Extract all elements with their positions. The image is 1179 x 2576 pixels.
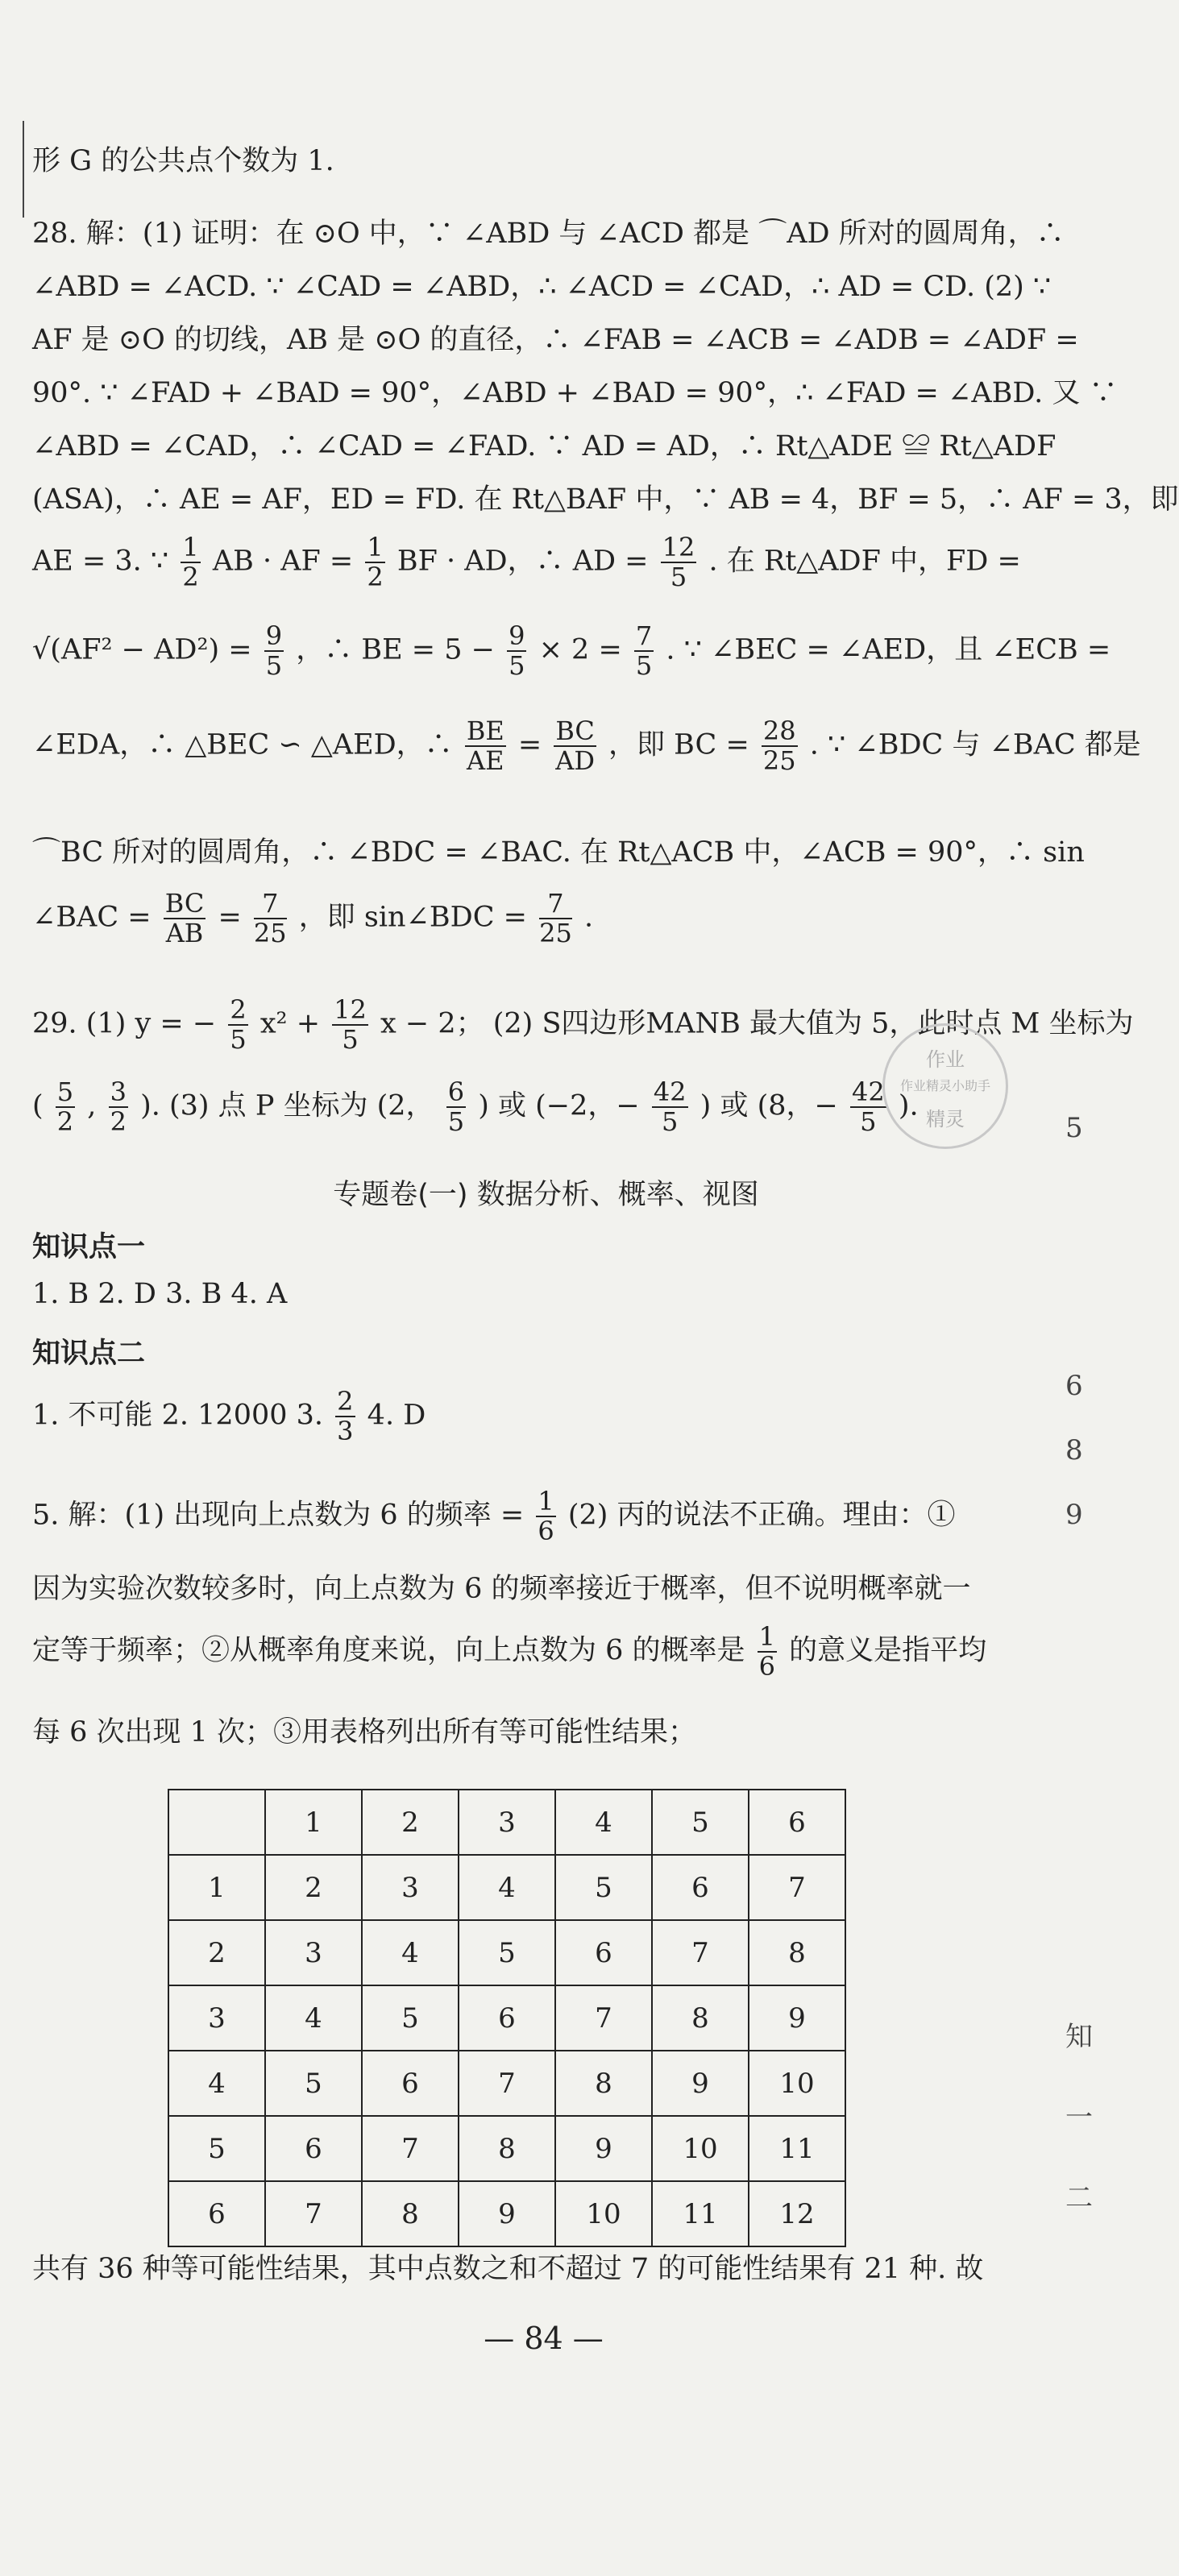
fraction-42-5: $\frac{42}{5}$ (653, 1076, 687, 1138)
q29-l1b: x² + (259, 1007, 321, 1040)
table-row (168, 1855, 845, 1920)
q29-l2b: , (87, 1089, 97, 1122)
table-cell: 7 (362, 2116, 459, 2181)
right-strip-glyph: 一 (1065, 2101, 1093, 2134)
q28-line-3: AF 是 ⊙O 的切线，AB 是 ⊙O 的直径，∴ ∠FAB = ∠ACB = ∠ADB = ∠ADF = (32, 324, 1079, 356)
table-cell: 1 (168, 1855, 265, 1920)
page-number: — 84 — (484, 2321, 604, 2356)
table-cell: 11 (652, 2181, 749, 2246)
table-cell: 6 (459, 1985, 555, 2051)
dice-sum-table (168, 1789, 846, 2247)
kp2-answers (32, 1388, 426, 1446)
table-cell: 5 (555, 1855, 652, 1920)
q28-l9c: ，即 BC = (608, 728, 749, 761)
fraction-7-25: $\frac{7}{25}$ (253, 888, 287, 949)
table-cell: 7 (265, 2181, 362, 2246)
table-cell: 5 (265, 2051, 362, 2116)
fraction-1-6b: $\frac{1}{6}$ (758, 1621, 776, 1682)
q28-l9d: . ∵ ∠BDC 与 ∠BAC 都是 (809, 728, 1141, 761)
q28-l7a: AE = 3. ∵ (32, 545, 169, 578)
fraction-bc-ab: $\frac{BC}{AB}$ (164, 888, 205, 949)
fraction-28-25: $\frac{28}{25}$ (762, 716, 796, 777)
tail-line: 共有 36 种等可能性结果，其中点数之和不超过 7 的可能性结果有 21 种. 故 (32, 2253, 984, 2285)
fraction-3-2: $\frac{3}{2}$ (110, 1076, 127, 1138)
q28-l8a: √(AF² − AD²) = (32, 633, 252, 666)
q29-l2e: ) 或 (8，− (700, 1089, 838, 1122)
q28-l8c: × 2 = (538, 633, 622, 666)
table-cell: 5 (362, 1985, 459, 2051)
fraction-6-5: $\frac{6}{5}$ (447, 1076, 465, 1138)
fraction-9-5: $\frac{9}{5}$ (265, 620, 283, 682)
table-cell: 4 (265, 1985, 362, 2051)
q28-l7c: BF · AD，∴ AD = (396, 545, 649, 578)
table-cell: 2 (362, 1790, 459, 1855)
fraction-2-5: $\frac{2}{5}$ (230, 994, 247, 1056)
table-cell: 10 (749, 2051, 845, 2116)
table-cell: 6 (265, 2116, 362, 2181)
q28-l7b: AB · AF = (212, 545, 354, 578)
table-cell: 7 (652, 1920, 749, 1985)
table-cell: 4 (459, 1855, 555, 1920)
q5-l3a: 定等于频率；②从概率角度来说，向上点数为 6 的概率是 (32, 1634, 745, 1667)
q5-l1a: 5. 解：(1) 出现向上点数为 6 的频率 = (32, 1499, 525, 1532)
table-cell: 5 (459, 1920, 555, 1985)
fraction-9-5b: $\frac{9}{5}$ (509, 620, 525, 682)
table-cell: 3 (362, 1855, 459, 1920)
table-cell: 2 (168, 1920, 265, 1985)
section-title: 专题卷(一) 数据分析、概率、视图 (333, 1179, 759, 1211)
right-strip-glyph: 二 (1065, 2182, 1093, 2214)
table-cell: 5 (168, 2116, 265, 2181)
table-cell: 6 (555, 1920, 652, 1985)
table-row (168, 2181, 845, 2246)
kp2-a2: 4. D (367, 1399, 426, 1432)
table-cell: 7 (555, 1985, 652, 2051)
table-cell: 6 (652, 1855, 749, 1920)
q28-l11c: ，即 sin∠BDC = (298, 901, 527, 934)
q28-line-6: (ASA)，∴ AE = AF，ED = FD. 在 Rt△BAF 中，∵ AB = 4，BF = 5，∴ AF = 3，即 (32, 483, 1179, 516)
table-cell: 9 (652, 2051, 749, 2116)
fraction-1-2: $\frac{1}{2}$ (182, 532, 199, 593)
table-cell: 8 (749, 1920, 845, 1985)
watermark-stamp: 作业 作业精灵小助手 精灵 (882, 1023, 1008, 1149)
fraction-1-6: $\frac{1}{6}$ (538, 1486, 554, 1547)
margin-rule (23, 121, 24, 218)
q28-l9b: = (517, 728, 542, 761)
q28-line-9 (32, 717, 1141, 775)
q28-l11d: . (583, 901, 594, 934)
table-cell (168, 1790, 265, 1855)
table-cell: 9 (459, 2181, 555, 2246)
table-cell: 10 (555, 2181, 652, 2246)
right-strip-glyph: 6 (1065, 1370, 1083, 1402)
table-row (168, 2116, 845, 2181)
q29-l1c: x − 2； (2) S四边形MANB 最大值为 5，此时点 M 坐标为 (380, 1007, 1134, 1040)
q28-l8d: . ∵ ∠BEC = ∠AED，且 ∠ECB = (666, 633, 1111, 666)
q5-l3b: 的意义是指平均 (789, 1634, 987, 1667)
q5-line-3 (32, 1623, 986, 1681)
table-cell: 11 (749, 2116, 845, 2181)
kp2-a1: 1. 不可能 2. 12000 3. (32, 1399, 324, 1432)
q5-l1b: (2) 丙的说法不正确。理由：① (567, 1499, 956, 1532)
q28-line-5: ∠ABD = ∠CAD，∴ ∠CAD = ∠FAD. ∵ AD = AD，∴ Rt△ADE ≌ Rt△ADF (32, 430, 1057, 463)
table-cell: 4 (555, 1790, 652, 1855)
table-cell: 3 (265, 1920, 362, 1985)
table-cell: 9 (749, 1985, 845, 2051)
table-cell: 8 (362, 2181, 459, 2246)
q5-line-4: 每 6 次出现 1 次；③用表格列出所有等可能性结果； (32, 1716, 697, 1748)
table-cell: 8 (652, 1985, 749, 2051)
q5-line-1 (32, 1487, 956, 1545)
fraction-1-2b: $\frac{1}{2}$ (367, 532, 384, 593)
fraction-be-ae: $\frac{BE}{AE}$ (466, 716, 504, 777)
q28-line-11 (32, 890, 593, 948)
fraction-bc-ad: $\frac{BC}{AD}$ (555, 716, 595, 777)
q28-line-4: 90°. ∵ ∠FAD + ∠BAD = 90°，∠ABD + ∠BAD = 90°，∴ ∠FAD = ∠ABD. 又 ∵ (32, 377, 1118, 409)
table-cell: 6 (168, 2181, 265, 2246)
table-cell: 1 (265, 1790, 362, 1855)
table-cell: 5 (652, 1790, 749, 1855)
fraction-12-5: $\frac{12}{5}$ (662, 532, 695, 593)
fraction-42-5b: $\frac{42}{5}$ (851, 1076, 885, 1138)
table-cell: 7 (459, 2051, 555, 2116)
table-cell: 8 (555, 2051, 652, 2116)
fraction-12-5b: $\frac{12}{5}$ (334, 994, 367, 1056)
kp1-answers: 1. B 2. D 3. B 4. A (32, 1278, 288, 1310)
table-row (168, 1920, 845, 1985)
kp1-heading: 知识点一 (32, 1231, 146, 1263)
table-cell: 10 (652, 2116, 749, 2181)
q28-line-8 (32, 622, 1111, 680)
fraction-5-2: $\frac{5}{2}$ (56, 1076, 74, 1138)
table-row (168, 1790, 845, 1855)
q28-l7d: . 在 Rt△ADF 中，FD = (708, 545, 1021, 578)
table-cell: 7 (749, 1855, 845, 1920)
right-strip-glyph: 5 (1065, 1112, 1083, 1144)
table-cell: 3 (459, 1790, 555, 1855)
q28-l11b: = (218, 901, 242, 934)
q5-line-2: 因为实验次数较多时，向上点数为 6 的频率接近于概率，但不说明概率就一 (32, 1573, 971, 1605)
table-row (168, 1985, 845, 2051)
q29-line-2 (32, 1078, 919, 1136)
right-strip-glyph: 知 (1065, 2021, 1093, 2053)
q27-tail: 形 G 的公共点个数为 1. (32, 145, 334, 177)
q28-line-2: ∠ABD = ∠ACD. ∵ ∠CAD = ∠ABD，∴ ∠ACD = ∠CAD，∴ AD = CD. (2) ∵ (32, 271, 1052, 303)
q28-l11a: ∠BAC = (32, 901, 152, 934)
table-cell: 2 (265, 1855, 362, 1920)
right-strip-glyph: 8 (1065, 1434, 1083, 1466)
fraction-7-5: $\frac{7}{5}$ (635, 620, 653, 682)
table-cell: 4 (362, 1920, 459, 1985)
right-strip-glyph: 9 (1065, 1499, 1083, 1531)
q28-l8b: ，∴ BE = 5 − (296, 633, 495, 666)
q28-line-10: ⌒BC 所对的圆周角，∴ ∠BDC = ∠BAC. 在 Rt△ACB 中，∠ACB = 90°，∴ sin (32, 836, 1085, 869)
q29-l2c: ). (3) 点 P 坐标为 (2， (140, 1089, 434, 1122)
fraction-7-25b: $\frac{7}{25}$ (539, 888, 572, 949)
q29-l1a: 29. (1) y = − (32, 1007, 217, 1040)
q29-l2d: ) 或 (−2，− (478, 1089, 640, 1122)
table-cell: 6 (749, 1790, 845, 1855)
right-edge-fragment (1062, 806, 1093, 2337)
table-cell: 8 (459, 2116, 555, 2181)
q29-l2f: ). (898, 1089, 919, 1122)
table-cell: 3 (168, 1985, 265, 2051)
fraction-2-3: $\frac{2}{3}$ (337, 1386, 354, 1447)
q29-l2a: ( (32, 1089, 44, 1122)
table-cell: 4 (168, 2051, 265, 2116)
table-cell: 12 (749, 2181, 845, 2246)
table-row (168, 2051, 845, 2116)
table-cell: 9 (555, 2116, 652, 2181)
q28-line-7 (32, 533, 1021, 591)
table-cell: 6 (362, 2051, 459, 2116)
kp2-heading: 知识点二 (32, 1338, 146, 1370)
q28-l9a: ∠EDA，∴ △BEC ∽ △AED，∴ (32, 728, 453, 761)
q28-line-1: 28. 解：(1) 证明：在 ⊙O 中，∵ ∠ABD 与 ∠ACD 都是 ⌒AD 所对的圆周角，∴ (32, 218, 1065, 250)
